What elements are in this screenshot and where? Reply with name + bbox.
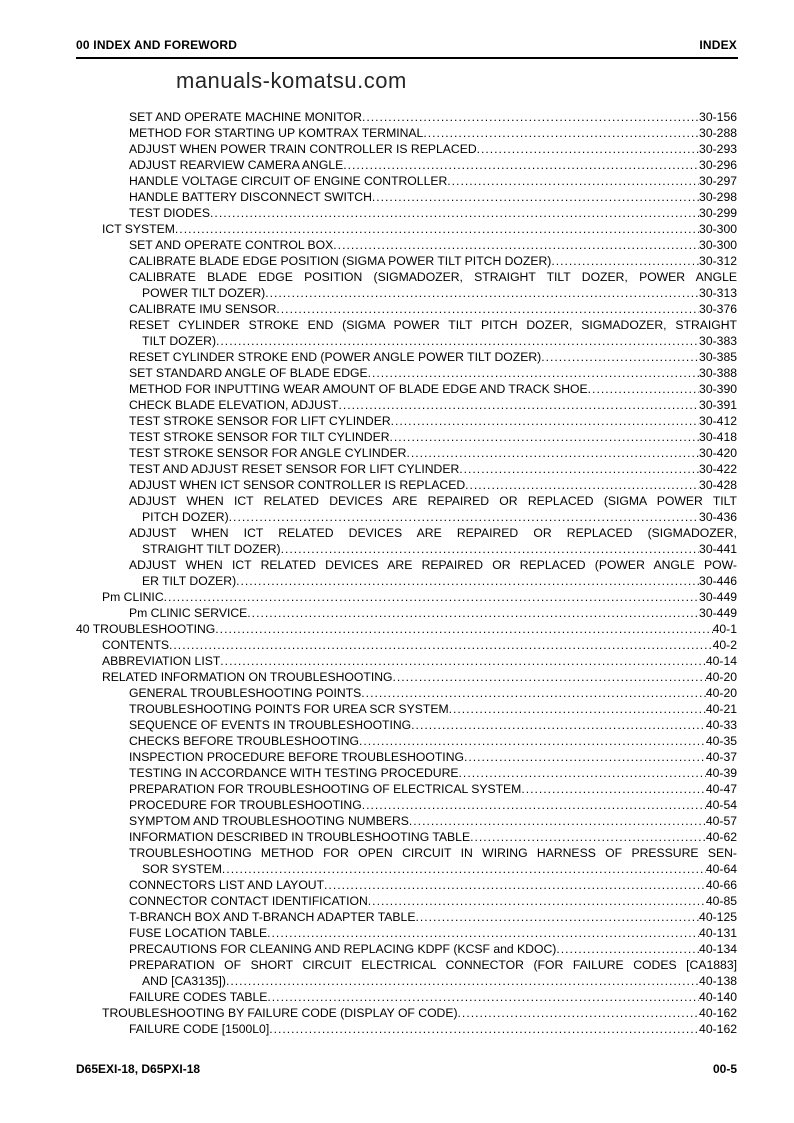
toc-entry-title: CALIBRATE BLADE EDGE POSITION (SIGMA POWER TILT PITCH DOZER) [129,254,552,268]
toc-entry-title: TROUBLESHOOTING POINTS FOR UREA SCR SYSTEM [129,702,449,716]
toc-entry-title: TEST STROKE SENSOR FOR TILT CYLINDER [129,430,390,444]
toc-entry[interactable] [129,829,737,845]
toc-entry-page: 40-134 [699,942,737,956]
toc-entry-title-cont: AND [CA3135]) [142,974,226,988]
toc-entry-title: CHECKS BEFORE TROUBLESHOOTING [129,734,360,748]
toc-entry-page: 40-57 [705,814,737,828]
toc-entry-title: PREPARATION OF SHORT CIRCUIT ELECTRICAL CONNECTOR (FOR FAILURE CODES [CA1883] [129,958,737,972]
toc-entry-page: 40-47 [705,782,737,796]
dot-leader [169,637,713,653]
dot-leader [372,189,699,205]
toc-entry[interactable] [129,429,737,445]
toc-entry[interactable] [129,925,737,941]
dot-leader [269,1021,699,1037]
toc-entry-page: 30-449 [699,606,737,620]
toc-entry-page: 40-162 [699,1022,737,1036]
watermark: manuals-komatsu.com [176,68,407,93]
toc-entry[interactable] [129,749,737,765]
toc-entry[interactable] [129,893,737,909]
toc-entry-title-cont: PITCH DOZER) [142,510,229,524]
toc-entry-title: SET AND OPERATE CONTROL BOX [129,238,334,252]
toc-entry-title: SEQUENCE OF EVENTS IN TROUBLESHOOTING [129,718,412,732]
toc-entry-title: ABBREVIATION LIST [102,654,221,668]
dot-leader [362,797,706,813]
toc-entry-title: INFORMATION DESCRIBED IN TROUBLESHOOTING TABLE [129,830,471,844]
toc-entry-title: PROCEDURE FOR TROUBLESHOOTING [129,798,362,812]
toc-entry[interactable] [129,765,737,781]
toc-entry[interactable] [129,717,737,733]
dot-leader [415,909,699,925]
toc-entry-title: RESET CYLINDER STROKE END (POWER ANGLE POWER TILT DOZER) [129,350,542,364]
toc-entry[interactable] [129,525,737,541]
toc-entry-page: 30-390 [699,382,737,396]
toc-entry-title-cont: SOR SYSTEM [142,862,222,876]
toc-entry-page: 40-125 [699,910,737,924]
toc-entry[interactable] [102,653,737,669]
dot-leader [464,749,706,765]
toc-entry-page: 40-1 [712,622,737,636]
toc-entry-page: 40-37 [705,750,737,764]
toc-entry-page: 30-312 [699,254,737,268]
toc-entry[interactable] [129,381,737,397]
dot-leader [265,285,699,301]
toc-entry[interactable] [129,349,737,365]
toc-entry[interactable] [102,589,737,605]
toc-entry-page: 30-428 [699,478,737,492]
toc-entry-title: SYMPTOM AND TROUBLESHOOTING NUMBERS [129,814,409,828]
dot-leader [447,173,699,189]
dot-leader [368,365,699,381]
toc-entry[interactable] [129,909,737,925]
dot-leader [465,477,699,493]
toc-entry-title: FUSE LOCATION TABLE [129,926,268,940]
dot-leader [541,349,699,365]
toc-entry-title: ICT SYSTEM [102,222,175,236]
toc-entry-page: 30-300 [699,222,737,236]
dot-leader [267,989,699,1005]
dot-leader [368,893,706,909]
toc-entry-page: 30-297 [699,174,737,188]
toc-entry-title: SET AND OPERATE MACHINE MONITOR [129,110,362,124]
header-section-title: 00 INDEX AND FOREWORD [76,38,238,52]
toc-entry-page: 40-162 [699,1006,737,1020]
toc-entry-title: METHOD FOR INPUTTING WEAR AMOUNT OF BLADE EDGE AND TRACK SHOE [129,382,588,396]
toc-entry[interactable] [129,125,737,141]
toc-entry-title: ADJUST WHEN POWER TRAIN CONTROLLER IS REPLACED [129,142,477,156]
toc-entry[interactable] [129,493,737,509]
toc-entry-title-cont: TILT DOZER) [142,334,217,348]
toc-entry-title: INSPECTION PROCEDURE BEFORE TROUBLESHOOTING [129,750,464,764]
header-index-label: INDEX [699,38,737,52]
dot-leader [343,157,699,173]
toc-entry-page: 30-412 [699,414,737,428]
toc-entry-title: CHECK BLADE ELEVATION, ADJUST [129,398,339,412]
toc-entry-page: 30-298 [699,190,737,204]
toc-entry-title: CALIBRATE IMU SENSOR [129,302,277,316]
dot-leader [175,221,699,237]
toc-entry-title: TEST DIODES [129,206,211,220]
toc-entry-page: 30-293 [699,142,737,156]
dot-leader [281,541,699,557]
toc-entry[interactable] [102,1005,737,1021]
toc-entry[interactable] [129,685,737,701]
toc-entry-title: RESET CYLINDER STROKE END (SIGMA POWER TILT PITCH DOZER, SIGMADOZER, STRAIGHT [129,318,737,332]
toc-entry-page: 40-62 [705,830,737,844]
dot-leader [226,973,699,989]
dot-leader [276,301,699,317]
toc-entry-continuation[interactable] [142,541,737,557]
toc-entry[interactable] [102,221,737,237]
toc-entry-title: TEST AND ADJUST RESET SENSOR FOR LIFT CYLINDER [129,462,460,476]
toc-entry[interactable] [129,557,737,573]
dot-leader [459,461,699,477]
dot-leader [390,429,700,445]
toc-entry-title-cont: STRAIGHT TILT DOZER) [142,542,281,556]
toc-entry[interactable] [102,669,737,685]
toc-entry-title: CONNECTOR CONTACT IDENTIFICATION [129,894,368,908]
toc-entry-title: ADJUST REARVIEW CAMERA ANGLE [129,158,344,172]
toc-entry-title: PREPARATION FOR TROUBLESHOOTING OF ELECTRICAL SYSTEM [129,782,522,796]
toc-entry[interactable] [129,269,737,285]
toc-entry-title: ADJUST WHEN ICT RELATED DEVICES ARE REPAIRED OR REPLACED (SIGMA POWER TILT [129,494,737,508]
toc-entry-page: 30-299 [699,206,737,220]
toc-entry-title: TEST STROKE SENSOR FOR ANGLE CYLINDER [129,446,407,460]
toc-entry-title: TROUBLESHOOTING BY FAILURE CODE (DISPLAY OF CODE) [102,1006,458,1020]
toc-entry[interactable] [129,317,737,333]
toc-entry-title: 40 TROUBLESHOOTING [76,622,216,636]
toc-entry-page: 40-33 [705,718,737,732]
toc-entry[interactable] [129,413,737,429]
dot-leader [409,813,706,829]
toc-entry-title: CALIBRATE BLADE EDGE POSITION (SIGMADOZER, STRAIGHT TILT DOZER, POWER ANGLE [129,270,737,284]
dot-leader [458,1005,700,1021]
toc-entry-title: ADJUST WHEN ICT RELATED DEVICES ARE REPAIRED OR REPLACED (POWER ANGLE POW- [129,558,737,572]
dot-leader [391,413,699,429]
toc-entry[interactable] [129,701,737,717]
toc-entry-continuation[interactable] [142,861,737,877]
toc-entry-continuation[interactable] [142,973,737,989]
dot-leader [333,237,699,253]
dot-leader [411,717,706,733]
toc-entry-title: FAILURE CODE [1500L0] [129,1022,270,1036]
dot-leader [459,765,706,781]
toc-entry-page: 30-391 [699,398,737,412]
toc-entry-page: 40-14 [705,654,737,668]
toc-entry-page: 30-449 [699,590,737,604]
toc-entry-page: 30-388 [699,366,737,380]
dot-leader [551,253,699,269]
dot-leader [423,125,699,141]
toc-entry[interactable] [129,141,737,157]
toc-entry[interactable] [129,797,737,813]
toc-entry-title: RELATED INFORMATION ON TROUBLESHOOTING [102,670,393,684]
dot-leader [215,621,712,637]
dot-leader [229,509,699,525]
dot-leader [556,941,699,957]
toc-entry-page: 40-64 [705,862,737,876]
toc-entry-page: 30-420 [699,446,737,460]
toc-entry-title: ADJUST WHEN ICT SENSOR CONTROLLER IS REPLACED [129,478,466,492]
dot-leader [267,925,699,941]
toc-entry-title: CONTENTS [102,638,170,652]
toc-entry[interactable] [76,621,737,637]
dot-leader [588,381,699,397]
dot-leader [324,877,706,893]
toc-entry[interactable] [129,301,737,317]
toc-entry[interactable] [129,605,737,621]
toc-entry-title: TESTING IN ACCORDANCE WITH TESTING PROCEDURE [129,766,459,780]
toc-entry[interactable] [129,733,737,749]
toc-entry-page: 40-131 [699,926,737,940]
dot-leader [361,685,706,701]
toc-entry-page: 40-20 [705,670,737,684]
toc-entry-page: 30-288 [699,126,737,140]
dot-leader [210,205,699,221]
toc-entry[interactable] [129,813,737,829]
toc-entry[interactable] [129,189,737,205]
dot-leader [362,109,699,125]
toc-entry-title: GENERAL TROUBLESHOOTING POINTS [129,686,362,700]
toc-entry[interactable] [129,109,737,125]
dot-leader [236,573,699,589]
dot-leader [449,701,706,717]
toc-entry-title: Pm CLINIC [102,590,164,604]
toc-entry-page: 40-21 [705,702,737,716]
footer-page-number: 00-5 [712,1062,737,1076]
dot-leader [359,733,706,749]
toc-entry[interactable] [129,397,737,413]
toc-entry-continuation[interactable] [142,333,737,349]
toc-entry[interactable] [129,989,737,1005]
toc-entry-page: 30-156 [699,110,737,124]
toc-entry-title: SET STANDARD ANGLE OF BLADE EDGE [129,366,368,380]
toc-entry[interactable] [129,477,737,493]
dot-leader [470,829,706,845]
toc-entry-page: 40-66 [705,878,737,892]
toc-entry-title: TEST STROKE SENSOR FOR LIFT CYLINDER [129,414,391,428]
toc-entry-title: FAILURE CODES TABLE [129,990,268,1004]
toc-entry-title-cont: ER TILT DOZER) [142,574,237,588]
dot-leader [216,333,699,349]
dot-leader [393,669,706,685]
toc-entry-title: HANDLE BATTERY DISCONNECT SWITCH [129,190,372,204]
toc-entry-title-cont: POWER TILT DOZER) [142,286,266,300]
toc-entry-continuation[interactable] [142,573,737,589]
toc-entry-title: CONNECTORS LIST AND LAYOUT [129,878,325,892]
header-rule [76,57,738,59]
toc-entry[interactable] [129,877,737,893]
toc-entry-title: METHOD FOR STARTING UP KOMTRAX TERMINAL [129,126,424,140]
toc-entry[interactable] [129,365,737,381]
toc-entry-page: 30-313 [699,286,737,300]
dot-leader [406,445,699,461]
toc-entry-page: 40-138 [699,974,737,988]
toc-entry-page: 30-446 [699,574,737,588]
toc-entry[interactable] [129,957,737,973]
toc-entry-page: 40-2 [712,638,737,652]
toc-entry-page: 40-35 [705,734,737,748]
toc-entry[interactable] [102,637,737,653]
toc-entry-page: 40-54 [705,798,737,812]
toc-entry-title: T-BRANCH BOX AND T-BRANCH ADAPTER TABLE [129,910,416,924]
toc-entry[interactable] [129,1021,737,1037]
toc-entry-page: 30-441 [699,542,737,556]
toc-entry-page: 30-418 [699,430,737,444]
toc-entry[interactable] [129,445,737,461]
footer-model: D65EXI-18, D65PXI-18 [76,1062,201,1076]
toc-entry[interactable] [129,781,737,797]
dot-leader [220,653,706,669]
toc-entry-page: 30-422 [699,462,737,476]
dot-leader [222,861,706,877]
toc-entry-page: 30-376 [699,302,737,316]
toc-entry[interactable] [129,237,737,253]
dot-leader [521,781,706,797]
toc-entry-page: 40-85 [705,894,737,908]
dot-leader [339,397,700,413]
toc-entry-page: 40-140 [699,990,737,1004]
toc-entry-title: ADJUST WHEN ICT RELATED DEVICES ARE REPAIRED OR REPLACED (SIGMADOZER, [129,526,737,540]
toc-entry-continuation[interactable] [142,509,737,525]
toc-entry-page: 30-383 [699,334,737,348]
toc-entry[interactable] [129,941,737,957]
toc-entry[interactable] [129,845,737,861]
toc-entry-continuation[interactable] [142,285,737,301]
toc-entry[interactable] [129,461,737,477]
toc-entry[interactable] [129,205,737,221]
toc-entry[interactable] [129,157,737,173]
toc-entry-page: 30-296 [699,158,737,172]
toc-entry[interactable] [129,253,737,269]
toc-entry-title: Pm CLINIC SERVICE [129,606,248,620]
dot-leader [247,605,699,621]
dot-leader [164,589,699,605]
toc-entry-title: PRECAUTIONS FOR CLEANING AND REPLACING KDPF (KCSF and KDOC) [129,942,557,956]
toc-entry-title: TROUBLESHOOTING METHOD FOR OPEN CIRCUIT IN WIRING HARNESS OF PRESSURE SEN- [129,846,737,860]
toc-entry-page: 40-20 [705,686,737,700]
toc-entry-page: 30-385 [699,350,737,364]
toc-entry-page: 40-39 [705,766,737,780]
toc-entry-title: HANDLE VOLTAGE CIRCUIT OF ENGINE CONTROLLER [129,174,448,188]
toc-entry-page: 30-300 [699,238,737,252]
toc-entry-page: 30-436 [699,510,737,524]
dot-leader [477,141,699,157]
toc-entry[interactable] [129,173,737,189]
